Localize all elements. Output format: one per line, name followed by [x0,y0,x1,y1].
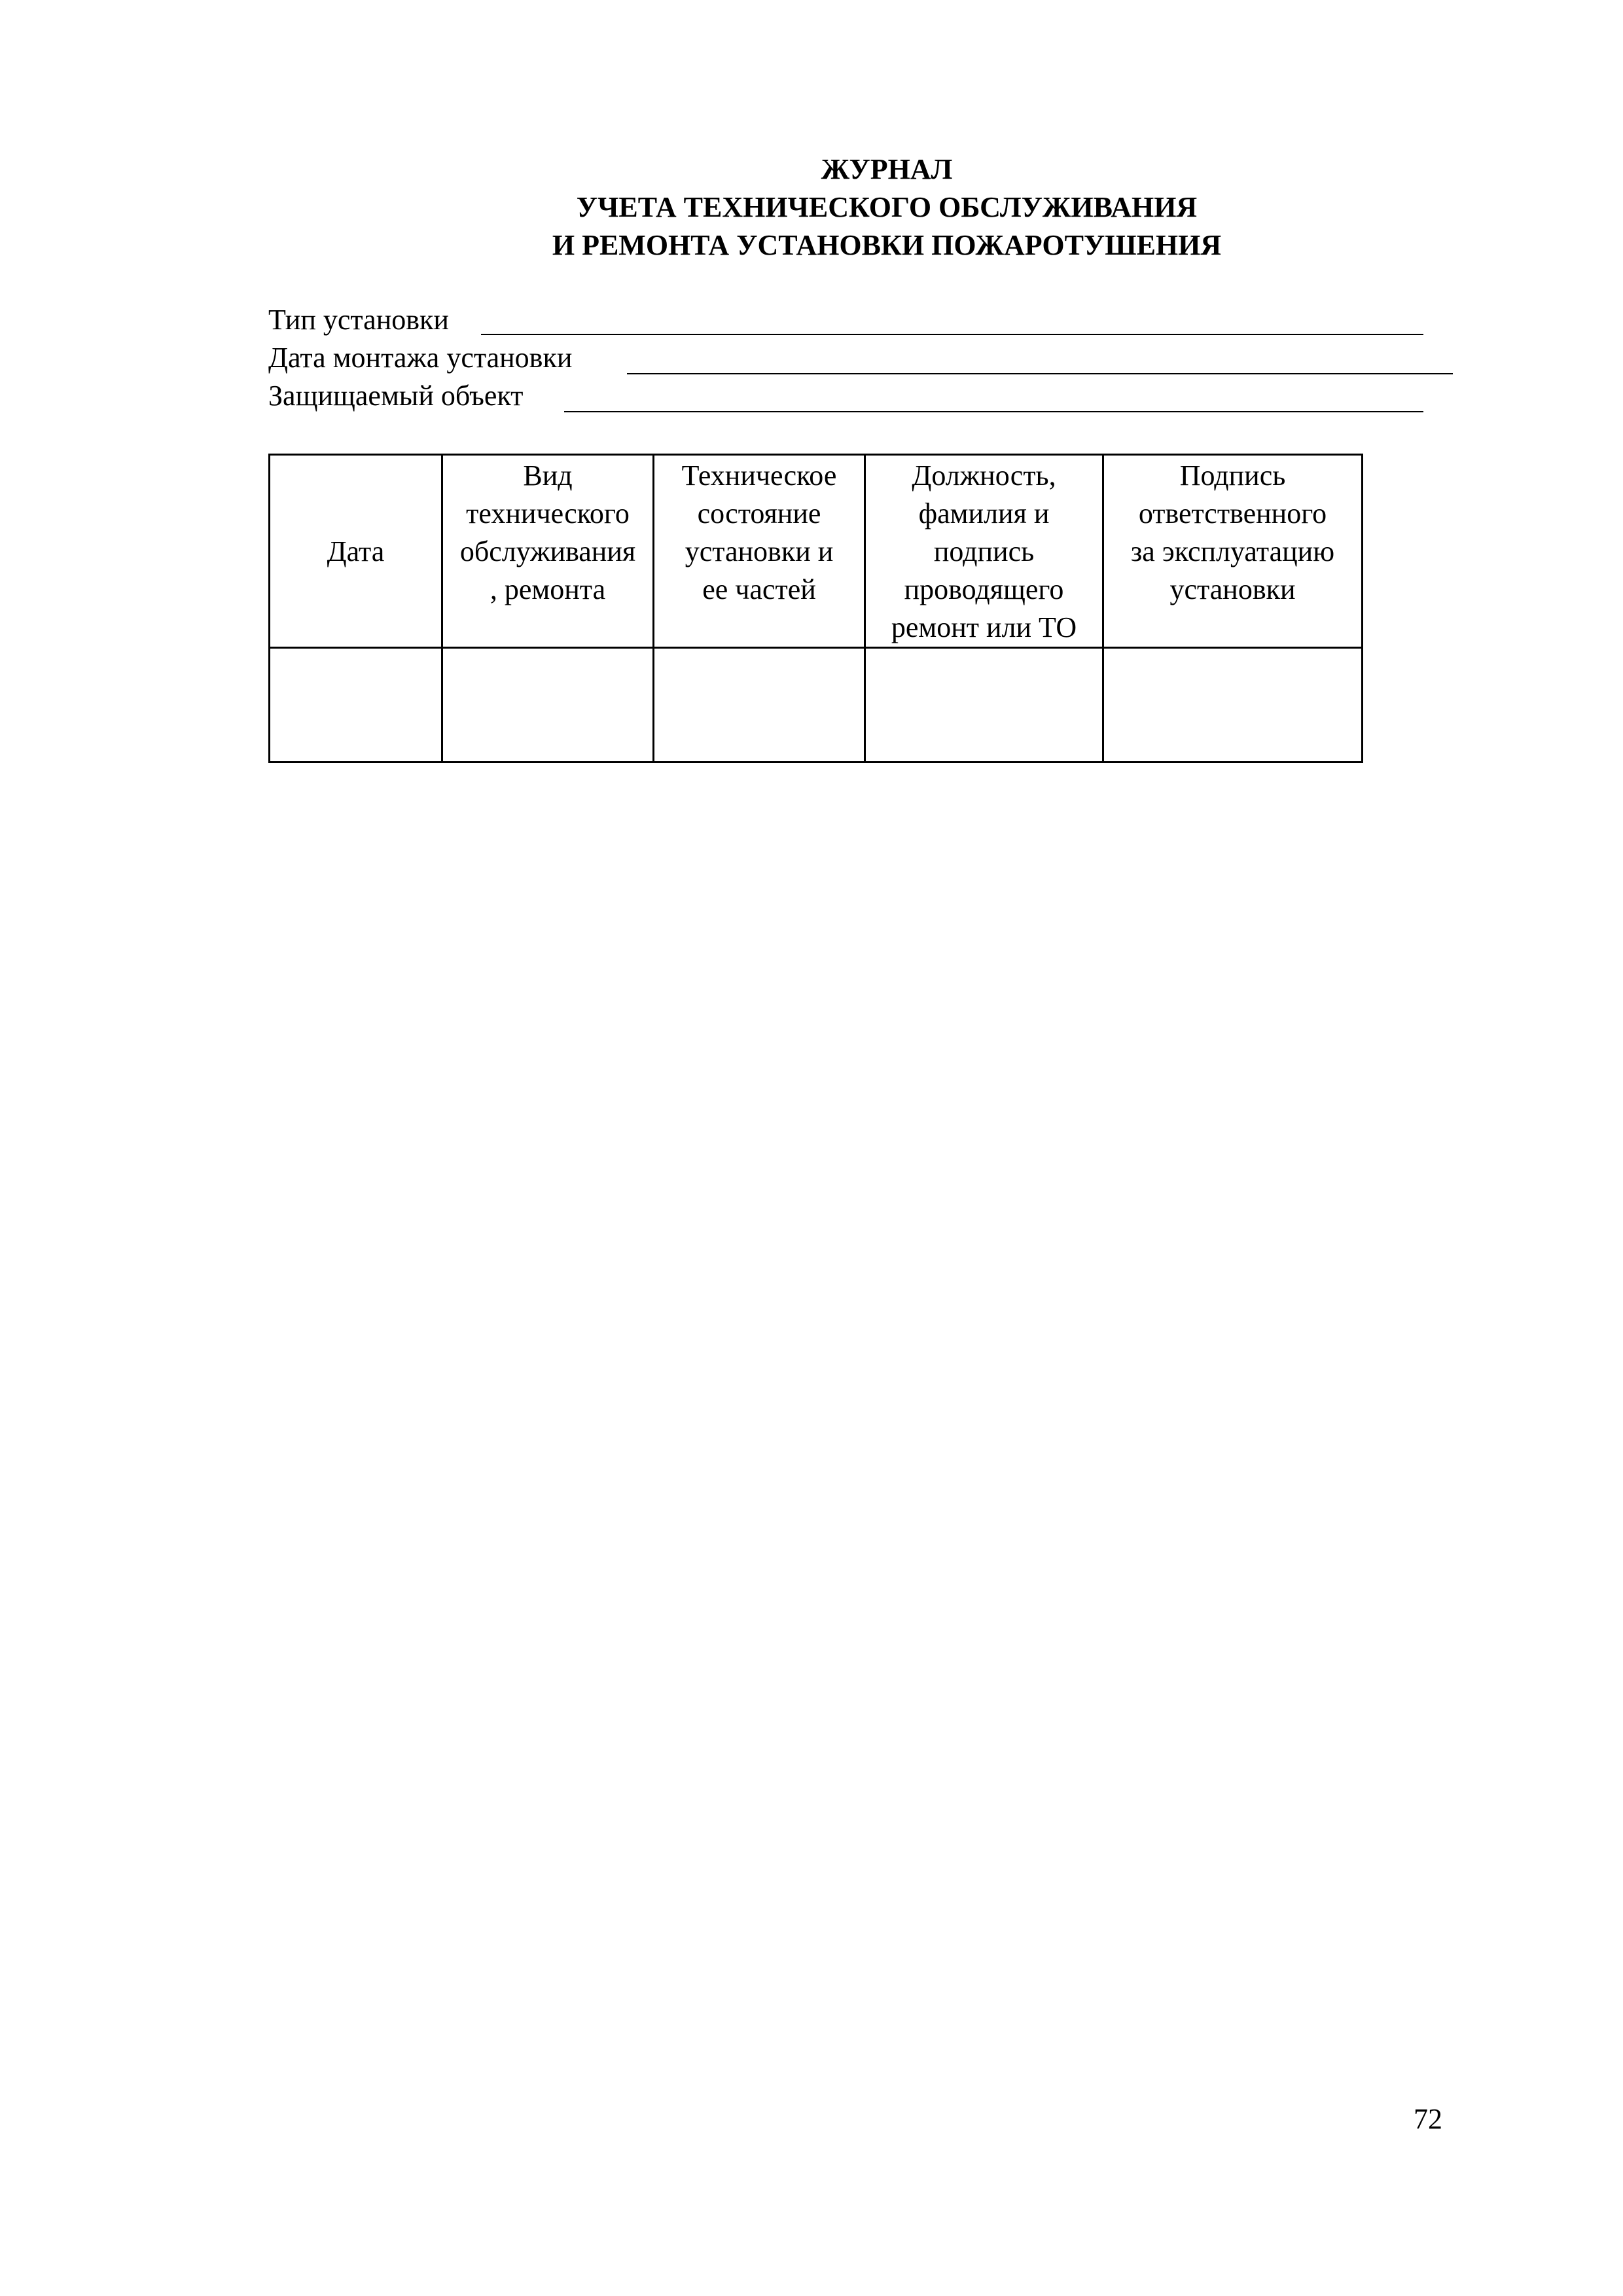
journal-table [268,454,1363,763]
table-cell-maintenance-type[interactable] [442,648,654,762]
header-responsible-line: установки [1169,573,1296,605]
field-label-type: Тип установки [268,304,449,336]
title-line-3: И РЕМОНТА УСТАНОВКИ ПОЖАРОТУШЕНИЯ [552,229,1222,261]
header-cell-maintenance-type [442,455,654,648]
title-line-1: ЖУРНАЛ [821,153,953,185]
document-title [0,151,1623,264]
table-cell-performer[interactable] [865,648,1103,762]
title-line-2: УЧЕТА ТЕХНИЧЕСКОГО ОБСЛУЖИВАНИЯ [576,191,1198,223]
header-maintenance-line: технического [466,497,630,529]
table-cell-responsible-signature[interactable] [1103,648,1363,762]
field-line-type[interactable] [481,334,1423,335]
header-responsible-line: Подпись [1179,459,1286,492]
header-maintenance-line: Вид [523,459,573,492]
table-cell-date[interactable] [270,648,442,762]
field-label-object: Защищаемый объект [268,380,524,412]
header-performer-line: ремонт или ТО [891,611,1077,643]
header-performer-line: фамилия и [918,497,1050,529]
header-performer-line: проводящего [904,573,1064,605]
header-date-line: Дата [327,535,385,567]
header-state-line: установки и [685,535,834,567]
table-header-row [270,455,1363,648]
table-row [270,648,1363,762]
header-responsible-line: за эксплуатацию [1130,535,1335,567]
header-cell-performer [865,455,1103,648]
header-performer-line: подпись [933,535,1035,567]
table-cell-technical-state[interactable] [654,648,865,762]
header-responsible-line: ответственного [1138,497,1327,529]
field-line-object[interactable] [564,411,1423,412]
header-state-line: ее частей [702,573,816,605]
header-maintenance-line: обслуживания [459,535,636,567]
header-cell-responsible-signature [1103,455,1363,648]
header-state-line: Техническое [681,459,837,492]
header-performer-line: Должность, [912,459,1056,492]
header-state-line: состояние [697,497,821,529]
header-cell-technical-state [654,455,865,648]
page-number: 72 [1414,2103,1442,2135]
header-maintenance-line: , ремонта [490,573,606,605]
field-line-mount-date[interactable] [627,373,1453,374]
header-cell-date [270,455,442,648]
field-label-mount-date: Дата монтажа установки [268,342,573,374]
